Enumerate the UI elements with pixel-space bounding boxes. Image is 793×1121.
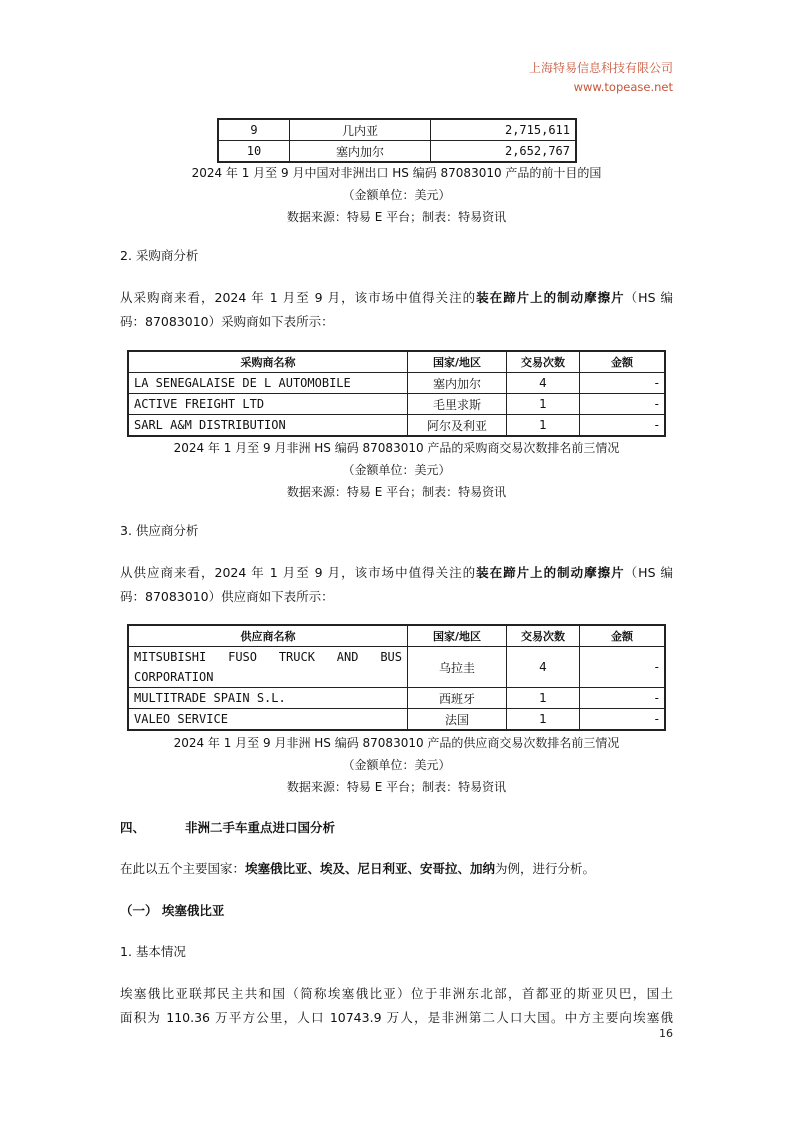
supplier-name: MULTITRADE SPAIN S.L.	[128, 688, 408, 709]
buyer-amount: -	[580, 373, 666, 394]
table-source: 数据来源：特易 E 平台；制表：特易资讯	[286, 485, 507, 499]
supplier-country: 乌拉圭	[408, 647, 507, 688]
table-row	[128, 394, 665, 415]
table-header-row	[128, 351, 665, 373]
col-header-amount: 金额	[580, 351, 666, 373]
buyer-amount: -	[580, 394, 666, 415]
col-header-amount: 金额	[580, 625, 666, 647]
buyer-name: ACTIVE FREIGHT LTD	[128, 394, 408, 415]
table-caption: 2024 年 1 月至 9 月非洲 HS 编码 87083010 产品的供应商交易次数排名前三情况	[173, 736, 620, 750]
company-name: 上海特易信息科技有限公司	[528, 61, 673, 75]
supplier-amount: -	[580, 688, 666, 709]
table-unit: （金额单位：美元）	[342, 188, 451, 202]
supplier-country: 西班牙	[408, 688, 507, 709]
buyer-name: SARL A&M DISTRIBUTION	[128, 415, 408, 437]
col-header-country: 国家/地区	[408, 351, 507, 373]
supplier-count: 1	[507, 709, 580, 731]
amount-cell: 2,652,767	[431, 141, 577, 163]
buyers-table	[127, 350, 666, 437]
supplier-country: 法国	[408, 709, 507, 731]
country-cell: 几内亚	[290, 119, 431, 141]
table-unit: （金额单位：美元）	[342, 758, 451, 772]
buyers-intro: 从采购商来看，2024 年 1 月至 9 月，该市场中值得关注的装在蹄片上的制动摩擦片（HS 编 码：87083010）采购商如下表所示：	[120, 290, 673, 329]
table-row	[128, 415, 665, 437]
amount-cell: 2,715,611	[431, 119, 577, 141]
buyer-count: 4	[507, 373, 580, 394]
rank-cell: 9	[218, 119, 290, 141]
buyers-heading: 2. 采购商分析	[120, 248, 199, 263]
section-four-heading: 四、 非洲二手车重点进口国分析	[120, 820, 336, 835]
supplier-name: VALEO SERVICE	[128, 709, 408, 731]
col-header-name: 采购商名称	[128, 351, 408, 373]
table-source: 数据来源：特易 E 平台；制表：特易资讯	[286, 780, 507, 794]
buyer-count: 1	[507, 394, 580, 415]
buyer-country: 毛里求斯	[408, 394, 507, 415]
page-number: 16	[659, 1027, 673, 1040]
rank-cell: 10	[218, 141, 290, 163]
table-row	[218, 119, 576, 141]
suppliers-heading: 3. 供应商分析	[120, 523, 199, 538]
buyer-count: 1	[507, 415, 580, 437]
table-row	[128, 373, 665, 394]
suppliers-table	[127, 624, 666, 731]
col-header-count: 交易次数	[507, 625, 580, 647]
table-row	[128, 647, 665, 688]
buyer-country: 塞内加尔	[408, 373, 507, 394]
supplier-count: 1	[507, 688, 580, 709]
table-caption: 2024 年 1 月至 9 月中国对非洲出口 HS 编码 87083010 产品的前十目的国	[191, 166, 602, 180]
supplier-amount: -	[580, 709, 666, 731]
buyer-amount: -	[580, 415, 666, 437]
supplier-name: MITSUBISHI FUSO TRUCK AND BUS CORPORATION	[128, 647, 408, 688]
section-four-intro: 在此以五个主要国家：埃塞俄比亚、埃及、尼日利亚、安哥拉、加纳为例，进行分析。	[120, 861, 596, 876]
ethiopia-heading: （一） 埃塞俄比亚	[120, 903, 225, 918]
table-source: 数据来源：特易 E 平台；制表：特易资讯	[286, 210, 507, 224]
col-header-count: 交易次数	[507, 351, 580, 373]
basic-info-heading: 1. 基本情况	[120, 944, 186, 959]
table-unit: （金额单位：美元）	[342, 463, 451, 477]
company-url[interactable]: www.topease.net	[573, 80, 673, 94]
buyer-name: LA SENEGALAISE DE L AUTOMOBILE	[128, 373, 408, 394]
table-row	[128, 688, 665, 709]
table-row	[218, 141, 576, 163]
supplier-amount: -	[580, 647, 666, 688]
top-destination-table	[217, 118, 577, 163]
buyer-country: 阿尔及利亚	[408, 415, 507, 437]
col-header-country: 国家/地区	[408, 625, 507, 647]
suppliers-intro: 从供应商来看，2024 年 1 月至 9 月，该市场中值得关注的装在蹄片上的制动摩擦片（HS 编 码：87083010）供应商如下表所示：	[120, 565, 673, 604]
col-header-name: 供应商名称	[128, 625, 408, 647]
table-row	[128, 709, 665, 731]
supplier-count: 4	[507, 647, 580, 688]
ethiopia-paragraph: 埃塞俄比亚联邦民主共和国（简称埃塞俄比亚）位于非洲东北部，首都亚的斯亚贝巴，国土 面积为 110.36 万平方公里，人口 10743.9 万人，是非洲第二人口大国。中方主要向埃塞俄	[120, 986, 673, 1025]
country-cell: 塞内加尔	[290, 141, 431, 163]
table-header-row	[128, 625, 665, 647]
table-caption: 2024 年 1 月至 9 月非洲 HS 编码 87083010 产品的采购商交易次数排名前三情况	[173, 441, 620, 455]
